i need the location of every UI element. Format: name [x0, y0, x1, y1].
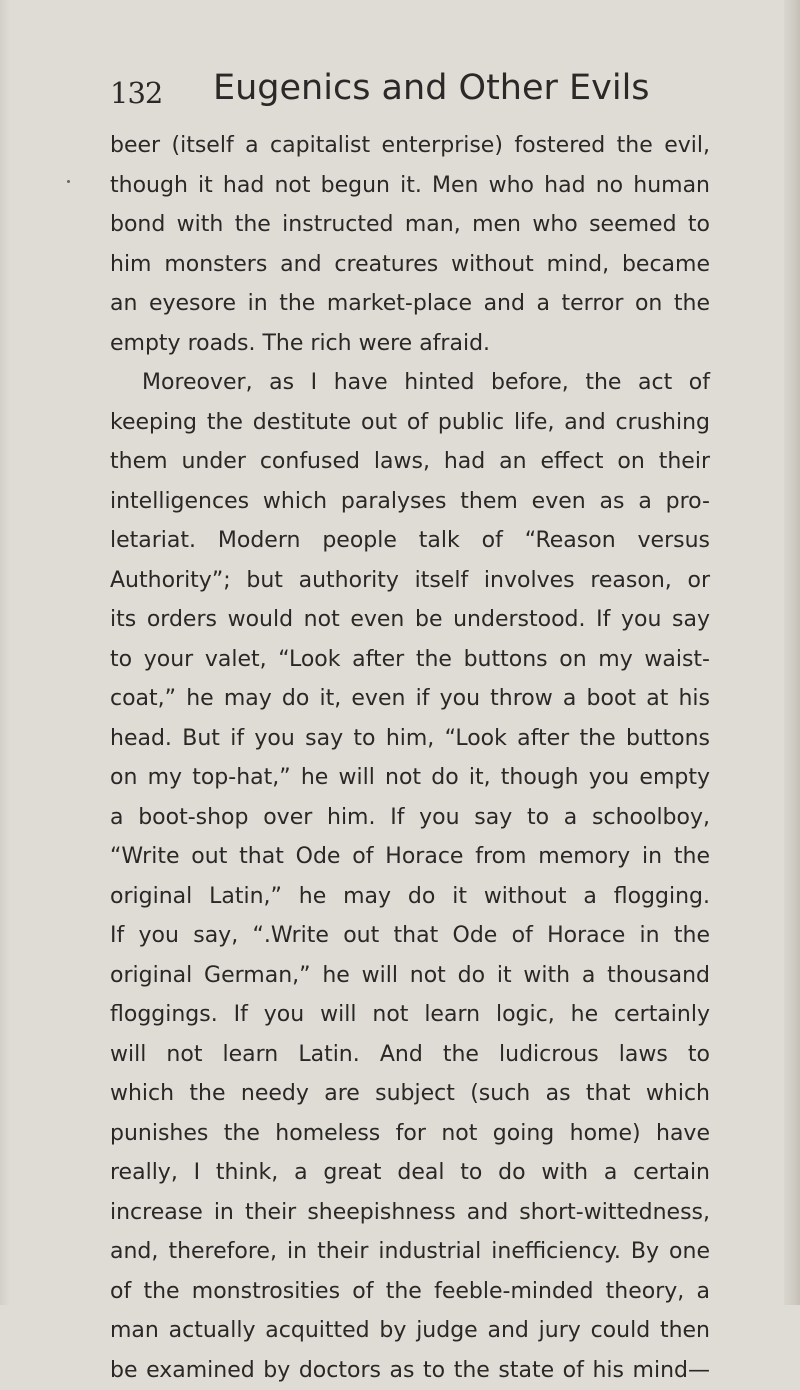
text-line: increase in their sheepishness and short-wittedness,	[110, 1193, 710, 1233]
text-line: bond with the instructed man, men who seemed to	[110, 205, 710, 245]
text-line: coat,” he may do it, even if you throw a boot at his	[110, 679, 710, 719]
text-line: of the monstrosities of the feeble-minded theory, a	[110, 1272, 710, 1312]
text-line: punishes the homeless for not going home) have	[110, 1114, 710, 1154]
text-line: on my top-hat,” he will not do it, though you empty	[110, 758, 710, 798]
text-line: keeping the destitute out of public life, and crushing	[110, 403, 710, 443]
text-line: them under confused laws, had an effect on their	[110, 442, 710, 482]
stray-mark	[67, 180, 70, 183]
text-line: letariat. Modern people talk of “Reason versus	[110, 521, 710, 561]
text-line: will not learn Latin. And the ludicrous laws to	[110, 1035, 710, 1075]
text-line: man actually acquitted by judge and jury could then	[110, 1311, 710, 1351]
text-line: its orders would not even be understood. If you say	[110, 600, 710, 640]
text-line: really, I think, a great deal to do with a certain	[110, 1153, 710, 1193]
text-line: be examined by doctors as to the state of his mind—	[110, 1351, 710, 1390]
text-line: him monsters and creatures without mind, became	[110, 245, 710, 285]
text-line: head. But if you say to him, “Look after the buttons	[110, 719, 710, 759]
page-number: 132	[110, 76, 162, 110]
text-line: If you say, “.Write out that Ode of Horace in the	[110, 916, 710, 956]
page-spine	[0, 0, 10, 1305]
running-header	[110, 66, 710, 118]
text-line: and, therefore, in their industrial inefficiency. By one	[110, 1232, 710, 1272]
text-line: “Write out that Ode of Horace from memory in the	[110, 837, 710, 877]
page-edge	[784, 0, 800, 1305]
body-text	[110, 126, 710, 1390]
text-line: empty roads. The rich were afraid.	[110, 324, 710, 364]
text-line: intelligences which paralyses them even as a pro-	[110, 482, 710, 522]
text-line: Moreover, as I have hinted before, the act of	[110, 363, 710, 403]
text-line: an eyesore in the market-place and a terror on the	[110, 284, 710, 324]
text-line: beer (itself a capitalist enterprise) fostered the evil,	[110, 126, 710, 166]
text-line: original Latin,” he may do it without a flogging.	[110, 877, 710, 917]
text-line: though it had not begun it. Men who had no human	[110, 166, 710, 206]
text-line: which the needy are subject (such as that which	[110, 1074, 710, 1114]
running-title: Eugenics and Other Evils	[213, 68, 650, 108]
text-line: Authority”; but authority itself involves reason, or	[110, 561, 710, 601]
text-line: a boot-shop over him. If you say to a schoolboy,	[110, 798, 710, 838]
text-line: to your valet, “Look after the buttons on my waist-	[110, 640, 710, 680]
text-line: floggings. If you will not learn logic, he certainly	[110, 995, 710, 1035]
text-line: original German,” he will not do it with a thousand	[110, 956, 710, 996]
